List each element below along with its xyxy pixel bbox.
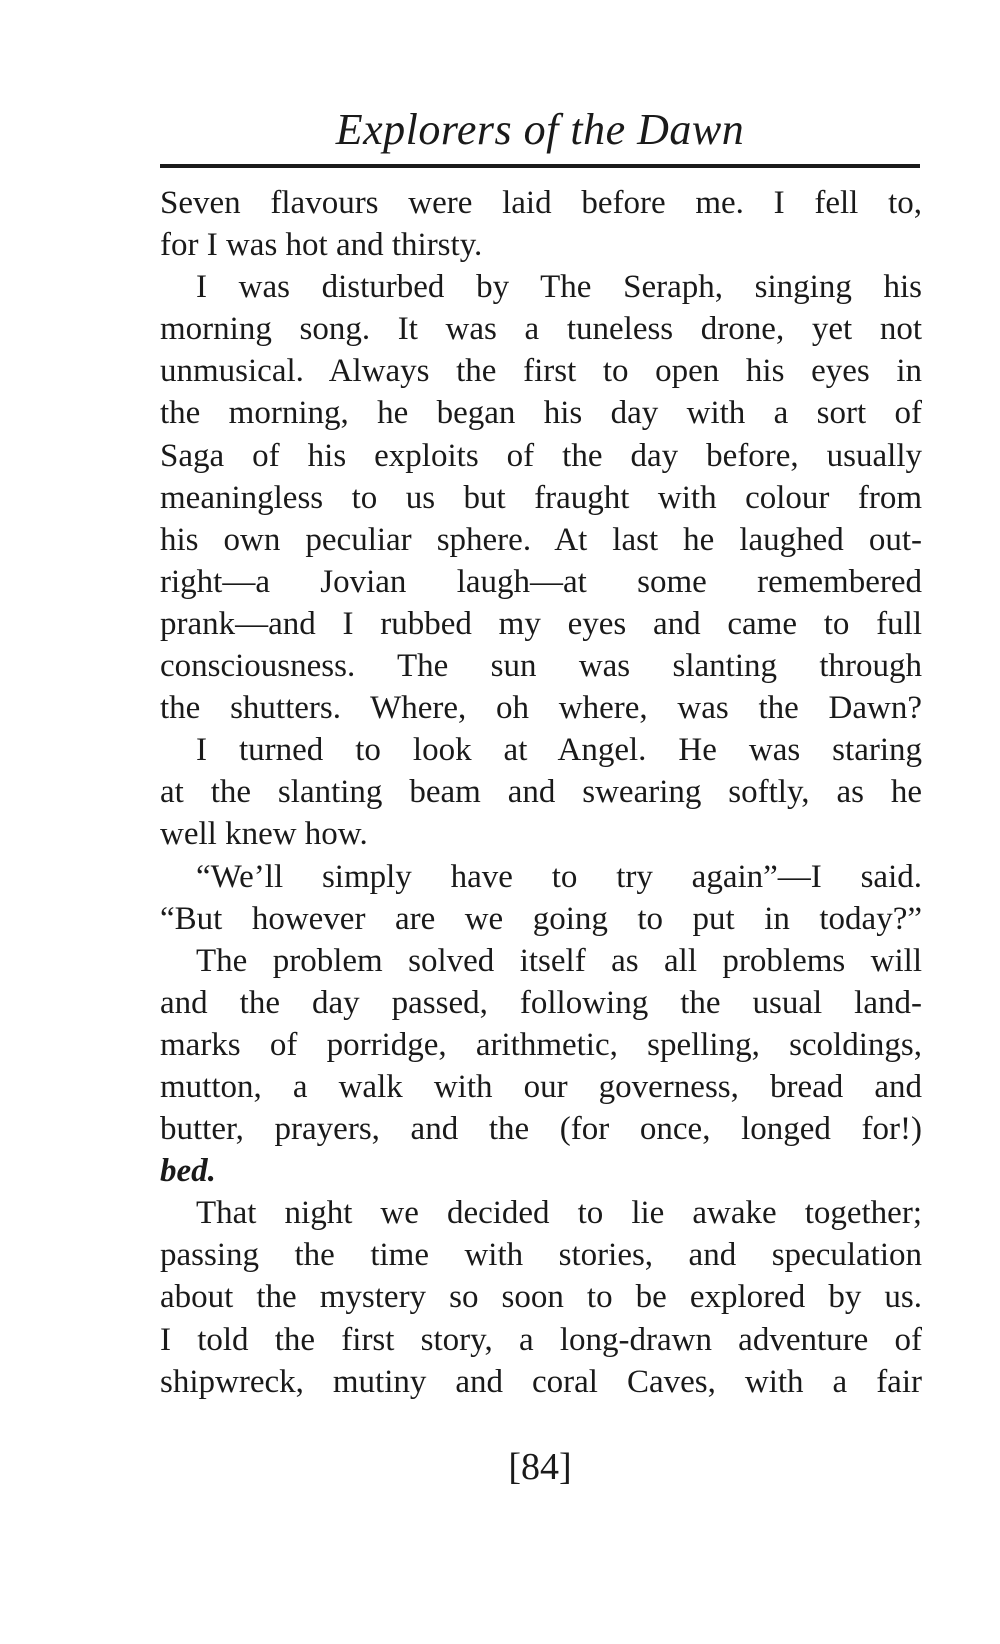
body-text [160,182,922,1403]
text-line: meaningless to us but fraught with colour from [160,479,922,516]
text-line: morning song. It was a tuneless drone, yet not [160,311,922,348]
text-line: “But however are we going to put in today?” [160,900,922,937]
text-line: unmusical. Always the first to open his eyes in [160,353,922,390]
text-line: “We’ll simply have to try again”—I said. [196,858,922,895]
text-line: mutton, a walk with our governess, bread and [160,1068,922,1105]
text-line: for I was hot and thirsty. [160,227,483,264]
running-head-title: Explorers of the Dawn [335,105,745,154]
text-line: shipwreck, mutiny and coral Caves, with a fair [160,1363,922,1400]
text-line: passing the time with stories, and speculation [160,1237,922,1274]
text-line: consciousness. The sun was slanting through [160,648,922,685]
text-line: well knew how. [160,816,368,853]
text-line: I told the first story, a long-drawn adventure of [160,1321,922,1358]
page-number: [84] [508,1446,572,1488]
text-line: and the day passed, following the usual land- [160,984,922,1021]
text-line: bed. [160,1153,216,1190]
text-line: his own peculiar sphere. At last he laughed out- [160,521,922,558]
text-line: That night we decided to lie awake together; [196,1195,922,1232]
header-rule [160,164,920,168]
text-line: I turned to look at Angel. He was staring [196,732,922,769]
text-line: right—a Jovian laugh—at some remembered [160,563,922,600]
text-line: I was disturbed by The Seraph, singing his [196,269,922,306]
text-line: at the slanting beam and swearing softly, as he [160,774,922,811]
text-line: prank—and I rubbed my eyes and came to full [160,605,922,642]
text-line: Seven flavours were laid before me. I fell to, [160,185,922,221]
text-line: Saga of his exploits of the day before, usually [160,437,922,474]
text-line: marks of porridge, arithmetic, spelling, scoldings, [160,1026,922,1063]
text-line: butter, prayers, and the (for once, longed for!) [160,1111,922,1148]
text-line: The problem solved itself as all problems will [196,942,922,979]
text-line: the shutters. Where, oh where, was the Dawn? [160,690,922,727]
text-line: the morning, he began his day with a sort of [160,395,922,432]
text-line: about the mystery so soon to be explored by us. [160,1279,922,1316]
